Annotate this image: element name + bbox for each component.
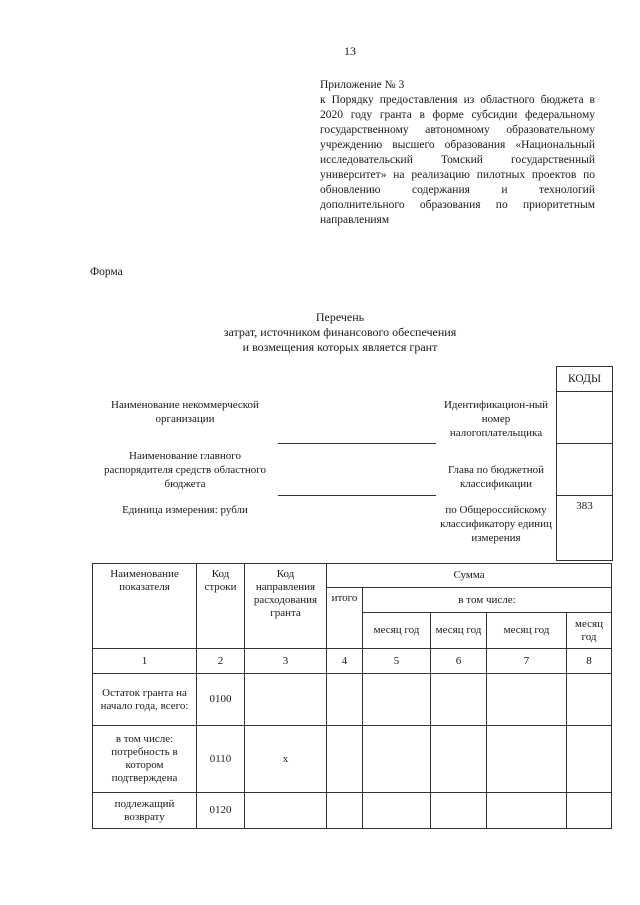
cell-month-2[interactable] [431, 793, 487, 829]
col-number: 6 [431, 649, 487, 674]
col-header-name: Наименование показателя [93, 564, 197, 649]
unit-label: Единица измерения: рубли [122, 504, 248, 516]
inn-code-cell[interactable] [557, 392, 612, 444]
row-direction[interactable] [245, 793, 327, 829]
budget-class-code-cell[interactable] [557, 444, 612, 496]
cell-month-1[interactable] [363, 793, 431, 829]
main-manager-field[interactable] [278, 495, 436, 496]
cell-month-2[interactable] [431, 726, 487, 793]
cell-month-4[interactable] [567, 726, 612, 793]
col-number: 8 [567, 649, 612, 674]
col-number: 4 [327, 649, 363, 674]
heading-line-1: Перечень [315, 310, 365, 324]
page-number: 13 [344, 44, 356, 58]
cell-month-4[interactable] [567, 793, 612, 829]
org-name-field[interactable] [278, 443, 436, 444]
okei-code-cell: 383 [576, 500, 593, 512]
table-row [93, 674, 612, 726]
row-direction[interactable] [245, 674, 327, 726]
cell-total[interactable] [327, 726, 363, 793]
month-year-1: месяц год [363, 613, 431, 649]
cell-month-3[interactable] [487, 674, 567, 726]
document-heading [150, 310, 530, 355]
main-manager-label: Наименование главного распорядителя средств областного бюджета [103, 450, 267, 490]
cell-month-1[interactable] [363, 726, 431, 793]
cell-total[interactable] [327, 793, 363, 829]
cell-month-3[interactable] [487, 793, 567, 829]
inn-label: Идентификацион-ный номер налогоплательщика [443, 399, 549, 439]
expenses-table [92, 563, 612, 829]
appendix-title: Приложение № 3 [320, 79, 405, 91]
month-year-2: месяц год [431, 613, 487, 649]
row-name: Остаток гранта на начало года, всего: [93, 674, 197, 726]
cell-month-2[interactable] [431, 674, 487, 726]
row-name: подлежащий возврату [93, 793, 197, 829]
row-direction: х [245, 726, 327, 793]
row-name: в том числе: потребность в котором подтверждена [93, 726, 197, 793]
col-header-total: итого [327, 588, 363, 649]
table-row [93, 793, 612, 829]
col-header-code: Код строки [197, 564, 245, 649]
codes-box [556, 366, 613, 561]
col-number: 1 [93, 649, 197, 674]
col-number: 5 [363, 649, 431, 674]
okei-label: по Общероссийскому классификатору единиц измерения [440, 504, 552, 544]
row-code: 0100 [197, 674, 245, 726]
cell-month-4[interactable] [567, 674, 612, 726]
heading-line-3: и возмещения которых является грант [242, 340, 438, 354]
appendix-text: к Порядку предоставления из областного бюджета в 2020 году гранта в форме субсидии федеральному государственному автономному образовательному учреждению высшего образования «Национальный исследовательский Томский государственный университет» на реализацию пилотных проектов по обновлению содержания и технологий дополнительного образования по приоритетным направлениям [320, 94, 595, 226]
row-code: 0120 [197, 793, 245, 829]
month-year-3: месяц год [487, 613, 567, 649]
month-year-4: месяц год [567, 613, 612, 649]
form-label: Форма [90, 266, 123, 278]
codes-title: КОДЫ [557, 367, 612, 392]
budget-class-label: Глава по бюджетной классификации [448, 464, 544, 490]
appendix-block [320, 78, 595, 228]
cell-month-1[interactable] [363, 674, 431, 726]
row-code: 0110 [197, 726, 245, 793]
col-number: 3 [245, 649, 327, 674]
col-number: 2 [197, 649, 245, 674]
cell-total[interactable] [327, 674, 363, 726]
cell-month-3[interactable] [487, 726, 567, 793]
heading-line-2: затрат, источником финансового обеспечения [223, 325, 457, 339]
col-header-sum: Сумма [327, 564, 612, 588]
table-row [93, 726, 612, 793]
org-name-label: Наименование некоммерческой организации [111, 399, 259, 425]
col-header-direction: Код направления расходования гранта [245, 564, 327, 649]
col-header-incl: в том числе: [363, 588, 612, 613]
col-number: 7 [487, 649, 567, 674]
